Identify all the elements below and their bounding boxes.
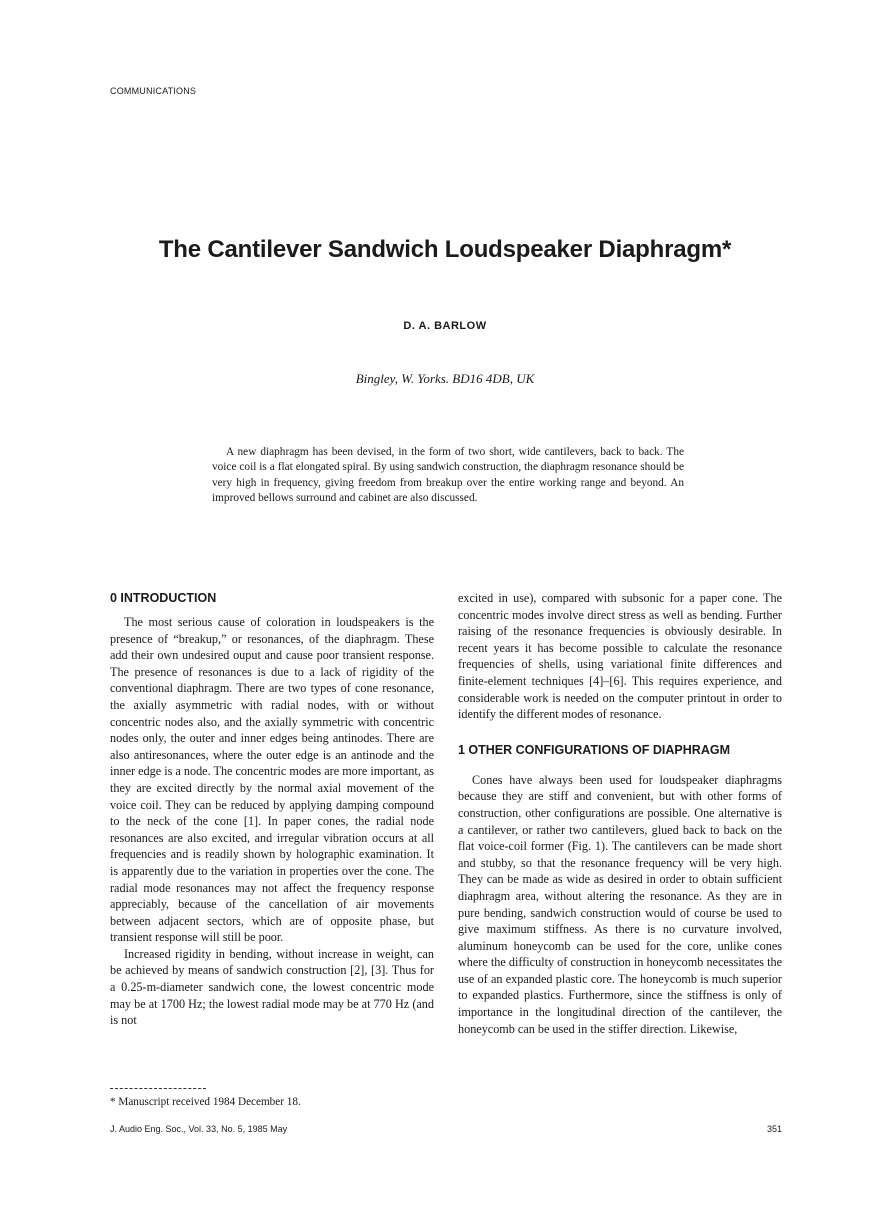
abstract: A new diaphragm has been devised, in the form of two short, wide cantilevers, back to back. The voice coil is a flat elongated spiral. By using sandwich construction, the diaphragm resonance should be very high in frequency, giving freedom from breakup over the entire working range and beyond. An improved bellows surround and cabinet are also discussed. [212,446,684,505]
journal-citation: J. Audio Eng. Soc., Vol. 33, No. 5, 1985 May [110,1124,288,1134]
intro-heading: 0 INTRODUCTION [110,591,217,605]
left-column [110,590,434,1029]
intro-paragraph-2: Increased rigidity in bending, without increase in weight, can be achieved by means of sandwich construction [2], [3]. Thus for a 0.25-m-diameter sandwich cone, the lowest concentric mode may be at 1700 Hz; the lowest radial mode may be at 770 Hz (and is not [110,946,434,1028]
author-affiliation: Bingley, W. Yorks. BD16 4DB, UK [355,371,535,386]
configurations-paragraph-1: Cones have always been used for loudspeaker diaphragms because they are stiff and convenient, but with other forms of construction, other configurations are possible. One alternative is a cantilever, or rather two cantilevers, glued back to back on the flat voice-coil former (Fig. 1). The cantilevers can be made short and stubby, so that the resonance frequency will be very high. They can be made as wide as desired in order to obtain sufficient diaphragm area, without altering the resonance. As they are in pure bending, sandwich construction would of course be used to give maximum stiffness. As there is no curvature involved, aluminum honeycomb can be used for the core, unlike cones where the difficulty of construction in honeycomb necessitates the use of an expanded plastic core. The honeycomb is much superior to expanded plastics. Furthermore, since the stiffness is only of importance in the longitudinal direction of the cantilever, the honeycomb can be used in the stiffer direction. Likewise, [458,772,782,1036]
configurations-heading: 1 OTHER CONFIGURATIONS OF DIAPHRAGM [458,742,730,757]
section-label: COMMUNICATIONS [110,86,197,96]
author-name: D. A. BARLOW [403,320,487,332]
footnote: * Manuscript received 1984 December 18. [110,1096,301,1108]
footnote-rule [110,1088,206,1089]
intro-paragraph-1: The most serious cause of coloration in loudspeakers is the presence of “breakup,” or resonances, of the diaphragm. These add their own undesired ouput and cause poor transient response. The presence of resonances is due to a lack of rigidity of the conventional diaphragm. There are two types of cone resonance, the axially asymmetric with radial nodes, with or without concentric nodes also, and the axially symmetric with concentric nodes only, the outer and inner edges being antinodes. There are also antiresonances, where the outer edge is an antinode and the inner edge is a node. The concentric modes are more important, as they are excited directly by the normal axial movement of the voice coil. They can be reduced by applying damping compound to the neck of the cone [1]. In paper cones, the radial node resonances are also excited, and irregular vibration occurs at all frequencies and is readily shown by holographic examination. It is apparently due to the variation in properties over the cone. The radial mode resonances may not affect the frequency response appreciably, because of the cancellation of air movements between adjacent sectors, which are of opposite phase, but transient response will still be poor. [110,615,434,945]
paper-title: The Cantilever Sandwich Loudspeaker Diaphragm* [158,236,732,263]
intro-paragraph-2-continued: excited in use), compared with subsonic for a paper cone. The concentric modes involve direct stress as well as bending. Further raising of the resonance frequencies is obviously desirable. In recent years it has become possible to calculate the resonance frequencies of shells, using variational finite differences and finite-element techniques [4]–[6]. This requires experience, and considerable work is needed on the computer printout in order to identify the different modes of resonance. [458,591,782,722]
right-column [458,590,782,1037]
page-number: 351 [766,1124,782,1134]
